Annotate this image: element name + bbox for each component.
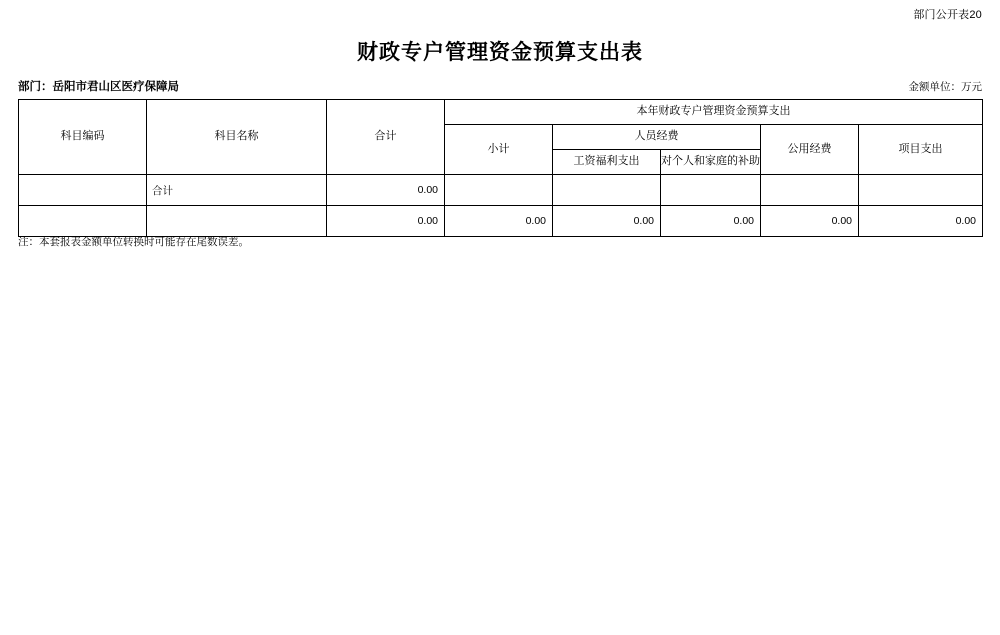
cell-subject-code <box>19 175 147 206</box>
cell-salary-welfare: 0.00 <box>553 206 661 237</box>
cell-public-expense <box>761 175 859 206</box>
header-personnel: 人员经费 <box>553 125 761 150</box>
amount-unit-label: 金额单位：万元 <box>908 81 982 93</box>
cell-subsidy-to-individuals <box>661 175 761 206</box>
form-code: 部门公开表20 <box>913 9 982 21</box>
cell-total: 0.00 <box>327 206 445 237</box>
header-subject-code: 科目编码 <box>19 100 147 175</box>
cell-subsidy-to-individuals: 0.00 <box>661 206 761 237</box>
cell-project-expense: 0.00 <box>859 206 983 237</box>
header-subject-name: 科目名称 <box>147 100 327 175</box>
cell-subtotal: 0.00 <box>445 206 553 237</box>
cell-salary-welfare <box>553 175 661 206</box>
table-note: 注：本套报表金额单位转换时可能存在尾数误差。 <box>18 236 249 248</box>
cell-subject-name: 合计 <box>147 175 327 206</box>
meta-row <box>18 78 982 94</box>
cell-subject-code <box>19 206 147 237</box>
cell-total: 0.00 <box>327 175 445 206</box>
page-title: 财政专户管理资金预算支出表 <box>357 41 643 64</box>
table-row <box>19 206 983 237</box>
header-total: 合计 <box>327 100 445 175</box>
header-project-expense: 项目支出 <box>859 125 983 175</box>
header-subtotal: 小计 <box>445 125 553 175</box>
header-public-expense: 公用经费 <box>761 125 859 175</box>
table-header-row-1 <box>19 100 983 125</box>
cell-project-expense <box>859 175 983 206</box>
cell-public-expense: 0.00 <box>761 206 859 237</box>
header-subsidy-to-individuals: 对个人和家庭的补助 <box>661 150 761 175</box>
cell-subject-name <box>147 206 327 237</box>
cell-subtotal <box>445 175 553 206</box>
header-year-group: 本年财政专户管理资金预算支出 <box>445 100 983 125</box>
header-salary-welfare: 工资福利支出 <box>553 150 661 175</box>
budget-expenditure-table <box>18 99 983 237</box>
table-row <box>19 175 983 206</box>
department-label: 部门：岳阳市君山区医疗保障局 <box>18 81 179 93</box>
